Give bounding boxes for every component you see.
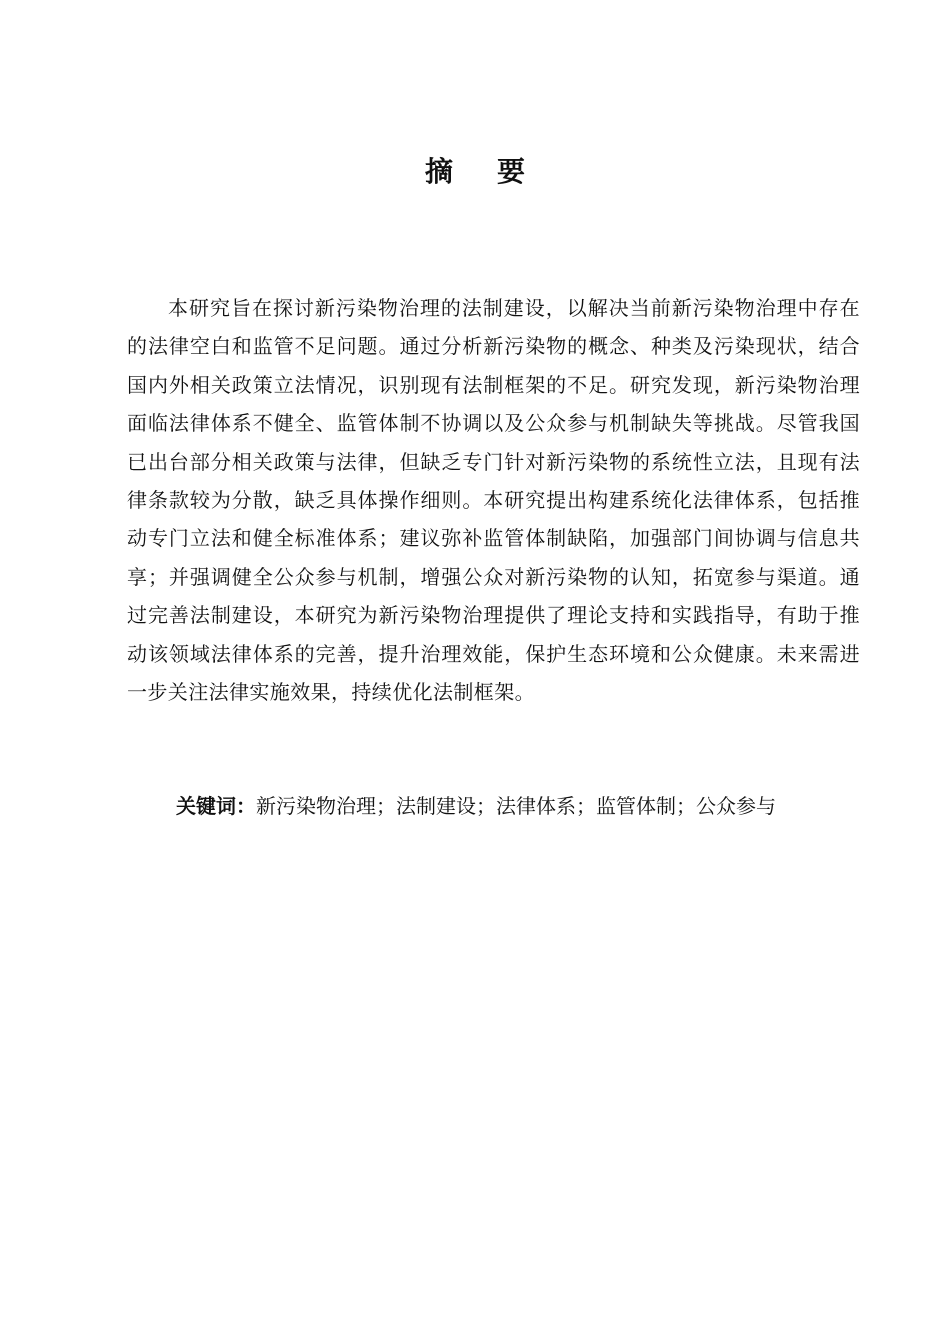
abstract-paragraph: 本研究旨在探讨新污染物治理的法制建设，以解决当前新污染物治理中存在的法律空白和监管不足问题。通过分析新污染物的概念、种类及污染现状，结合国内外相关政策立法情况，识别现有法制框架的不足。研究发现，新污染物治理面临法律体系不健全、监管体制不协调以及公众参与机制缺失等挑战。尽管我国已出台部分相关政策与法律，但缺乏专门针对新污染物的系统性立法，且现有法律条款较为分散，缺乏具体操作细则。本研究提出构建系统化法律体系，包括推动专门立法和健全标准体系；建议弥补监管体制缺陷，加强部门间协调与信息共享；并强调健全公众参与机制，增强公众对新污染物的认知，拓宽参与渠道。通过完善法制建设，本研究为新污染物治理提供了理论支持和实践指导，有助于推动该领域法律体系的完善，提升治理效能，保护生态环境和公众健康。未来需进一步关注法律实施效果，持续优化法制框架。 [127,296,860,705]
page-title: 摘要 [424,155,569,188]
keywords-label: 关键词： [176,794,256,818]
keywords-text: 新污染物治理；法制建设；法律体系；监管体制；公众参与 [256,794,776,818]
keywords-line [176,790,876,822]
